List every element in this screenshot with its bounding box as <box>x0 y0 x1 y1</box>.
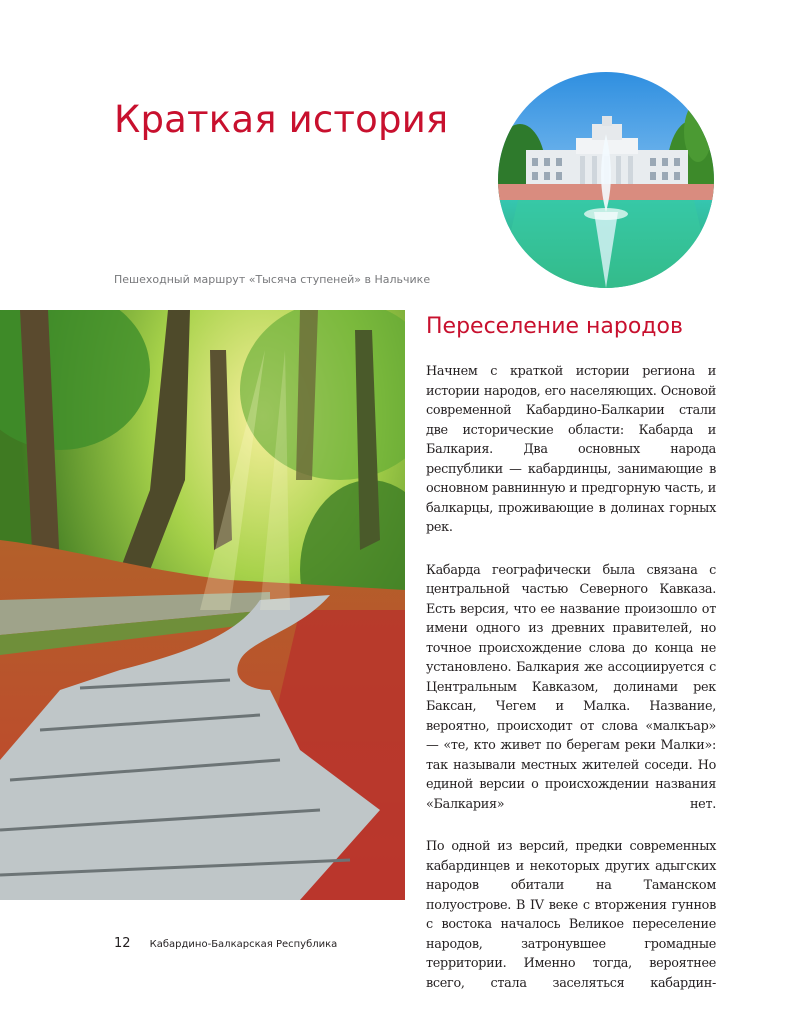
paragraph: По одной из версий, предки современных кабардинцев и некоторых других адыгских народов обитали на Таманском полуострове. В IV веке с вторжения гуннов с востока началось Великое переселение народов, затронувшее громадные территории. Именно тогда, вероятнее всего, стала заселяться кабардин- <box>426 839 716 991</box>
forest-path-photo <box>0 310 405 900</box>
government-building-photo <box>498 72 714 288</box>
book-title: Кабардино-Балкарская Республика <box>149 939 338 950</box>
article-body <box>426 362 716 1016</box>
page-title: Краткая история <box>114 98 449 141</box>
paragraph: Начнем с краткой истории региона и истории народов, его населяющих. Основой современной Кабардино-Балкарии стали две исторические области: Кабарда и Балкария. Два основных народа республики — кабардинцы, занимающие в основном равнинную и предгорную часть, и балкарцы, проживающие в долинах горных рек. <box>426 364 716 535</box>
page-number: 12 <box>114 936 131 951</box>
photo-caption: Пешеходный маршрут «Тысяча ступеней» в Нальчике <box>114 273 431 286</box>
section-title: Переселение народов <box>426 314 683 339</box>
page-footer <box>114 932 337 951</box>
paragraph: Кабарда географически была связана с центральной частью Северного Кавказа. Есть версия, что ее название произошло от имени одного из древних правителей, но точное происхождение слова до конца не установлено. Балкария же ассоциируется с Центральным Кавказом, долинами рек Баксан, Чегем и Малка. Название, вероятно, происходит от слова «малкъар» — «те, кто живет по берегам реки Малки»: так называли местных жителей соседи. Но единой версии о происхождении названия «Балкария» нет. <box>426 562 716 812</box>
